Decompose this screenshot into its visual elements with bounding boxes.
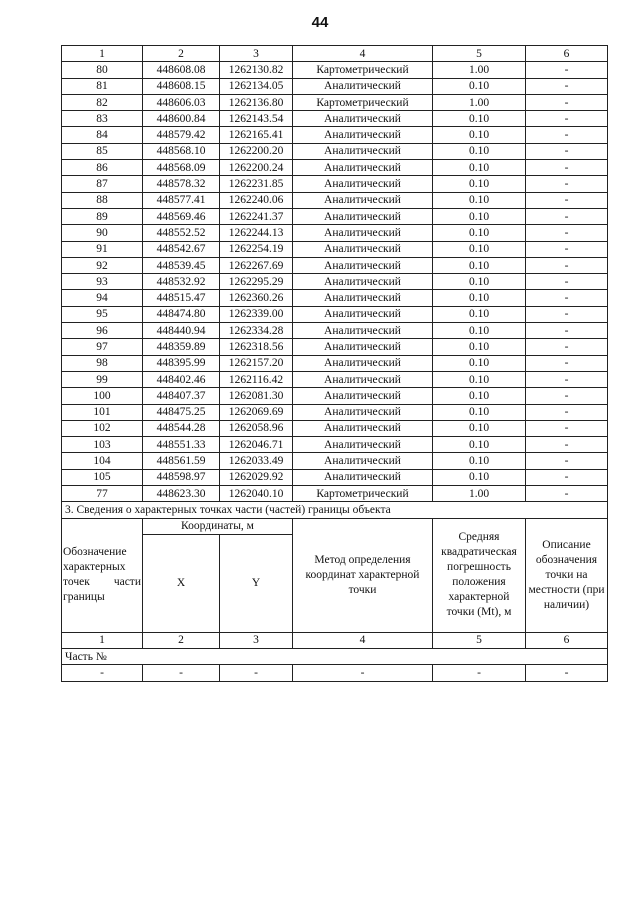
error-cell: 0.10 (433, 274, 526, 290)
y-coord-cell: 1262231.85 (220, 176, 293, 192)
x-coord-cell: 448407.37 (143, 388, 220, 404)
x-coord-cell: 448569.46 (143, 208, 220, 224)
method-cell: Аналитический (293, 371, 433, 387)
description-cell: - (526, 437, 608, 453)
x-coord-cell: 448608.15 (143, 78, 220, 94)
error-cell: 0.10 (433, 192, 526, 208)
description-cell: - (526, 225, 608, 241)
point-number-cell: 93 (62, 274, 143, 290)
y-coord-cell: 1262157.20 (220, 355, 293, 371)
point-number-cell: 82 (62, 94, 143, 110)
table-row (62, 323, 608, 339)
table-row (62, 469, 608, 485)
point-number-cell: 83 (62, 111, 143, 127)
description-cell: - (526, 241, 608, 257)
x-coord-cell: 448577.41 (143, 192, 220, 208)
description-cell: - (526, 339, 608, 355)
col-method-header: Метод определения координат характерной точки (293, 518, 433, 632)
number-cell: 4 (293, 632, 433, 648)
method-cell: Аналитический (293, 339, 433, 355)
method-cell: Аналитический (293, 388, 433, 404)
x-coord-cell: 448561.59 (143, 453, 220, 469)
error-cell: 1.00 (433, 62, 526, 78)
y-coord-cell: 1262143.54 (220, 111, 293, 127)
table-row (62, 111, 608, 127)
point-number-cell: 97 (62, 339, 143, 355)
description-cell: - (526, 355, 608, 371)
error-cell: 0.10 (433, 355, 526, 371)
table-row (62, 486, 608, 502)
x-coord-cell: 448532.92 (143, 274, 220, 290)
error-cell: 0.10 (433, 111, 526, 127)
method-cell: Аналитический (293, 274, 433, 290)
table-row (62, 143, 608, 159)
col-x-header: X (143, 534, 220, 632)
table-row (62, 274, 608, 290)
description-cell: - (526, 404, 608, 420)
error-cell: 0.10 (433, 437, 526, 453)
points-rows (62, 62, 608, 502)
description-cell: - (526, 176, 608, 192)
x-coord-cell: 448552.52 (143, 225, 220, 241)
point-number-cell: 81 (62, 78, 143, 94)
description-cell: - (526, 127, 608, 143)
x-coord-cell: 448579.42 (143, 127, 220, 143)
method-cell: Аналитический (293, 176, 433, 192)
method-cell: Аналитический (293, 160, 433, 176)
y-coord-cell: 1262295.29 (220, 274, 293, 290)
method-cell: Аналитический (293, 323, 433, 339)
page-number: 44 (311, 14, 329, 31)
table-row (62, 339, 608, 355)
error-cell: 0.10 (433, 306, 526, 322)
y-coord-cell: 1262136.80 (220, 94, 293, 110)
method-cell: Аналитический (293, 469, 433, 485)
x-coord-cell: 448606.03 (143, 94, 220, 110)
error-cell: 0.10 (433, 420, 526, 436)
header-cell: 6 (526, 46, 608, 62)
error-cell: 0.10 (433, 339, 526, 355)
description-cell: - (526, 208, 608, 224)
description-cell: - (526, 111, 608, 127)
point-number-cell: 80 (62, 62, 143, 78)
error-cell: 0.10 (433, 404, 526, 420)
description-cell: - (526, 486, 608, 502)
point-number-cell: 86 (62, 160, 143, 176)
table-row (62, 160, 608, 176)
y-coord-cell: 1262081.30 (220, 388, 293, 404)
y-coord-cell: 1262267.69 (220, 257, 293, 273)
x-coord-cell: 448600.84 (143, 111, 220, 127)
table-row (62, 127, 608, 143)
empty-cell: - (143, 665, 220, 681)
method-cell: Аналитический (293, 192, 433, 208)
table-row (62, 420, 608, 436)
y-coord-cell: 1262033.49 (220, 453, 293, 469)
point-number-cell: 99 (62, 371, 143, 387)
x-coord-cell: 448402.46 (143, 371, 220, 387)
header-cell: 2 (143, 46, 220, 62)
point-number-cell: 96 (62, 323, 143, 339)
y-coord-cell: 1262046.71 (220, 437, 293, 453)
table-row (62, 290, 608, 306)
error-cell: 0.10 (433, 290, 526, 306)
description-cell: - (526, 306, 608, 322)
error-cell: 1.00 (433, 486, 526, 502)
description-cell: - (526, 371, 608, 387)
method-cell: Аналитический (293, 208, 433, 224)
point-number-cell: 85 (62, 143, 143, 159)
point-number-cell: 105 (62, 469, 143, 485)
table-row (62, 453, 608, 469)
point-number-cell: 90 (62, 225, 143, 241)
table-row (62, 404, 608, 420)
point-number-cell: 88 (62, 192, 143, 208)
x-coord-cell: 448544.28 (143, 420, 220, 436)
method-cell: Картометрический (293, 486, 433, 502)
table-row (62, 257, 608, 273)
error-cell: 0.10 (433, 78, 526, 94)
empty-row (62, 665, 608, 681)
section3-title-row (62, 502, 608, 518)
description-cell: - (526, 94, 608, 110)
description-cell: - (526, 62, 608, 78)
point-number-cell: 100 (62, 388, 143, 404)
point-number-cell: 102 (62, 420, 143, 436)
method-cell: Аналитический (293, 143, 433, 159)
y-coord-cell: 1262334.28 (220, 323, 293, 339)
y-coord-cell: 1262058.96 (220, 420, 293, 436)
y-coord-cell: 1262200.24 (220, 160, 293, 176)
point-number-cell: 95 (62, 306, 143, 322)
header-cell: 5 (433, 46, 526, 62)
number-cell: 6 (526, 632, 608, 648)
table-row (62, 437, 608, 453)
empty-cell: - (526, 665, 608, 681)
table-row (62, 208, 608, 224)
empty-cell: - (433, 665, 526, 681)
y-coord-cell: 1262029.92 (220, 469, 293, 485)
error-cell: 0.10 (433, 469, 526, 485)
method-cell: Аналитический (293, 257, 433, 273)
table-row (62, 176, 608, 192)
error-cell: 0.10 (433, 225, 526, 241)
y-coord-cell: 1262318.56 (220, 339, 293, 355)
method-cell: Аналитический (293, 404, 433, 420)
col-point-label-header: Обозначение характерных точек части границы (62, 518, 143, 632)
error-cell: 0.10 (433, 241, 526, 257)
point-number-cell: 84 (62, 127, 143, 143)
part-row (62, 648, 608, 664)
x-coord-cell: 448515.47 (143, 290, 220, 306)
y-coord-cell: 1262130.82 (220, 62, 293, 78)
table-row (62, 241, 608, 257)
description-cell: - (526, 453, 608, 469)
point-number-cell: 77 (62, 486, 143, 502)
method-cell: Аналитический (293, 78, 433, 94)
x-coord-cell: 448474.80 (143, 306, 220, 322)
description-cell: - (526, 469, 608, 485)
table-row (62, 306, 608, 322)
x-coord-cell: 448568.10 (143, 143, 220, 159)
number-cell: 3 (220, 632, 293, 648)
col-error-header: Средняя квадратическая погрешность положения характерной точки (Mt), м (433, 518, 526, 632)
y-coord-cell: 1262240.06 (220, 192, 293, 208)
table-row (62, 94, 608, 110)
x-coord-cell: 448539.45 (143, 257, 220, 273)
y-coord-cell: 1262069.69 (220, 404, 293, 420)
method-cell: Аналитический (293, 355, 433, 371)
section3 (62, 502, 608, 681)
x-coord-cell: 448578.32 (143, 176, 220, 192)
error-cell: 0.10 (433, 176, 526, 192)
x-coord-cell: 448551.33 (143, 437, 220, 453)
y-coord-cell: 1262200.20 (220, 143, 293, 159)
description-cell: - (526, 78, 608, 94)
description-cell: - (526, 274, 608, 290)
x-coord-cell: 448598.97 (143, 469, 220, 485)
header-cell: 1 (62, 46, 143, 62)
point-number-cell: 98 (62, 355, 143, 371)
error-cell: 0.10 (433, 160, 526, 176)
error-cell: 0.10 (433, 388, 526, 404)
point-number-cell: 94 (62, 290, 143, 306)
empty-cell: - (220, 665, 293, 681)
section3-numbers-row (62, 632, 608, 648)
part-label: Часть № (62, 648, 608, 664)
method-cell: Картометрический (293, 94, 433, 110)
method-cell: Аналитический (293, 111, 433, 127)
point-number-cell: 103 (62, 437, 143, 453)
description-cell: - (526, 323, 608, 339)
x-coord-cell: 448475.25 (143, 404, 220, 420)
col-description-header: Описание обозначения точки на местности (при наличии) (526, 518, 608, 632)
table-row (62, 62, 608, 78)
table-row (62, 371, 608, 387)
y-coord-cell: 1262116.42 (220, 371, 293, 387)
error-cell: 1.00 (433, 94, 526, 110)
section3-title: 3. Сведения о характерных точках части (частей) границы объекта (62, 502, 608, 518)
table-row (62, 192, 608, 208)
y-coord-cell: 1262165.41 (220, 127, 293, 143)
point-number-cell: 89 (62, 208, 143, 224)
x-coord-cell: 448608.08 (143, 62, 220, 78)
point-number-cell: 87 (62, 176, 143, 192)
x-coord-cell: 448359.89 (143, 339, 220, 355)
error-cell: 0.10 (433, 127, 526, 143)
method-cell: Аналитический (293, 127, 433, 143)
error-cell: 0.10 (433, 371, 526, 387)
table-row (62, 225, 608, 241)
description-cell: - (526, 290, 608, 306)
y-coord-cell: 1262360.26 (220, 290, 293, 306)
x-coord-cell: 448395.99 (143, 355, 220, 371)
method-cell: Аналитический (293, 453, 433, 469)
error-cell: 0.10 (433, 453, 526, 469)
y-coord-cell: 1262040.10 (220, 486, 293, 502)
col-y-header: Y (220, 534, 293, 632)
description-cell: - (526, 420, 608, 436)
description-cell: - (526, 192, 608, 208)
error-cell: 0.10 (433, 143, 526, 159)
point-number-cell: 92 (62, 257, 143, 273)
method-cell: Аналитический (293, 241, 433, 257)
table-row (62, 78, 608, 94)
header-cell: 3 (220, 46, 293, 62)
description-cell: - (526, 257, 608, 273)
coords-header: Координаты, м (143, 518, 293, 534)
empty-cell: - (293, 665, 433, 681)
error-cell: 0.10 (433, 257, 526, 273)
description-cell: - (526, 143, 608, 159)
number-cell: 1 (62, 632, 143, 648)
method-cell: Аналитический (293, 290, 433, 306)
method-cell: Картометрический (293, 62, 433, 78)
method-cell: Аналитический (293, 225, 433, 241)
y-coord-cell: 1262241.37 (220, 208, 293, 224)
description-cell: - (526, 160, 608, 176)
point-number-cell: 101 (62, 404, 143, 420)
error-cell: 0.10 (433, 208, 526, 224)
number-cell: 2 (143, 632, 220, 648)
method-cell: Аналитический (293, 437, 433, 453)
number-cell: 5 (433, 632, 526, 648)
x-coord-cell: 448440.94 (143, 323, 220, 339)
table-row (62, 388, 608, 404)
x-coord-cell: 448568.09 (143, 160, 220, 176)
description-cell: - (526, 388, 608, 404)
y-coord-cell: 1262244.13 (220, 225, 293, 241)
empty-cell: - (62, 665, 143, 681)
method-cell: Аналитический (293, 420, 433, 436)
x-coord-cell: 448623.30 (143, 486, 220, 502)
table-row (62, 355, 608, 371)
header-cell: 4 (293, 46, 433, 62)
x-coord-cell: 448542.67 (143, 241, 220, 257)
y-coord-cell: 1262134.05 (220, 78, 293, 94)
table-header-row (62, 46, 608, 62)
point-number-cell: 104 (62, 453, 143, 469)
point-number-cell: 91 (62, 241, 143, 257)
method-cell: Аналитический (293, 306, 433, 322)
error-cell: 0.10 (433, 323, 526, 339)
y-coord-cell: 1262339.00 (220, 306, 293, 322)
y-coord-cell: 1262254.19 (220, 241, 293, 257)
boundary-points-table (61, 45, 608, 682)
